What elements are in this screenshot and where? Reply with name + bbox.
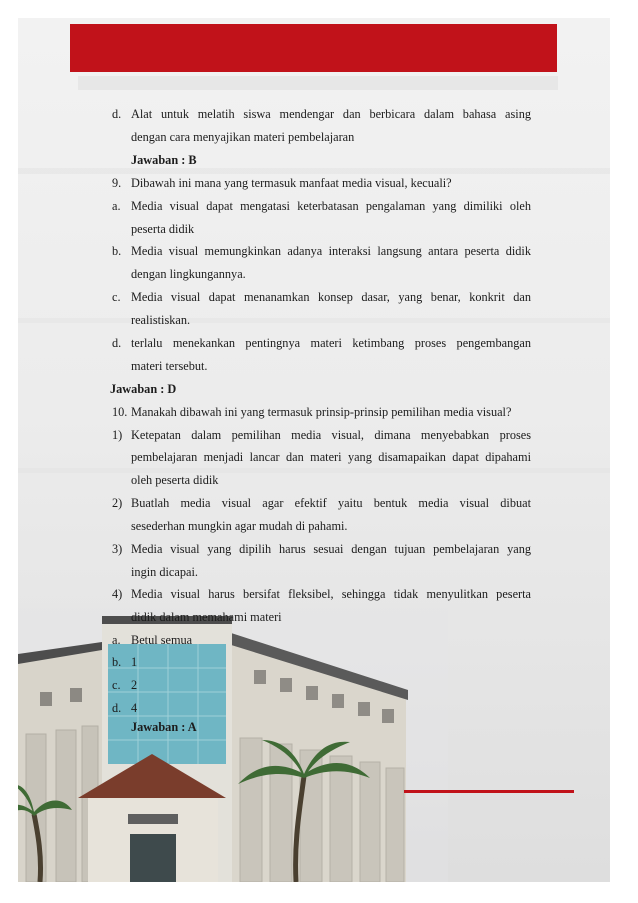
option-text: 2 [131, 678, 138, 692]
list-marker: b. [112, 655, 122, 669]
question-text: Manakah dibawah ini yang termasuk prinsip-prinsip pemilihan media visual? [131, 405, 512, 419]
list-marker: 3) [112, 542, 123, 556]
continuation-text: pembelajaran menjadi lancar dan materi yang disamapaikan dapat dipahami [131, 450, 531, 464]
option-text: Media visual harus bersifat fleksibel, sehingga tidak menyulitkan peserta [131, 587, 531, 601]
option-text: terlalu menekankan pentingnya materi ketimbang proses pengembangan [131, 336, 531, 350]
list-marker: d. [112, 701, 122, 715]
answer-key: Jawaban : A [131, 720, 197, 734]
list-marker: a. [112, 199, 121, 213]
list-marker: c. [112, 290, 121, 304]
list-marker: d. [112, 336, 122, 350]
document-page [18, 18, 610, 882]
option-text: 4 [131, 701, 138, 715]
list-marker: c. [112, 678, 121, 692]
option-text: Media visual dapat menanamkan konsep dasar, yang benar, konkrit dan [131, 290, 531, 304]
continuation-text: peserta didik [131, 222, 195, 236]
header-red-banner [70, 24, 557, 72]
list-marker: 10. [112, 405, 128, 419]
list-marker: a. [112, 633, 121, 647]
question-text: Dibawah ini mana yang termasuk manfaat media visual, kecuali? [131, 176, 452, 190]
option-text: Alat untuk melatih siswa mendengar dan berbicara dalam bahasa asing [131, 107, 531, 121]
continuation-text: materi tersebut. [131, 359, 208, 373]
answer-key: Jawaban : B [131, 153, 197, 167]
continuation-text: didik dalam memahami materi [131, 610, 282, 624]
list-marker: 9. [112, 176, 122, 190]
option-text: Media visual dapat mengatasi keterbatasan pengalaman yang dimiliki oleh [131, 199, 531, 213]
option-text: Betul semua [131, 633, 193, 647]
accent-red-line [404, 790, 574, 793]
list-marker: d. [112, 107, 122, 121]
option-text: Ketepatan dalam pemilihan media visual, dimana menyebabkan proses [131, 428, 531, 442]
option-text: Media visual yang dipilih harus sesuai dengan tujuan pembelajaran yang [131, 542, 531, 556]
campus-building-image [18, 608, 448, 882]
option-text: 1 [131, 655, 138, 669]
continuation-text: ingin dicapai. [131, 565, 198, 579]
option-text: Buatlah media visual agar efektif yaitu bentuk media visual dibuat [131, 496, 531, 510]
list-marker: 2) [112, 496, 123, 510]
answer-key: Jawaban : D [110, 382, 177, 396]
list-marker: 1) [112, 428, 123, 442]
list-marker: b. [112, 244, 122, 258]
list-marker: 4) [112, 587, 123, 601]
continuation-text: dengan lingkungannya. [131, 267, 246, 281]
continuation-text: oleh peserta didik [131, 473, 219, 487]
continuation-text: realistiskan. [131, 313, 191, 327]
continuation-text: dengan cara menyajikan materi pembelajaran [131, 130, 355, 144]
continuation-text: sesederhan mungkin agar mudah di pahami. [131, 519, 348, 533]
option-text: Media visual memungkinkan adanya interaksi langsung antara peserta didik [131, 244, 531, 258]
